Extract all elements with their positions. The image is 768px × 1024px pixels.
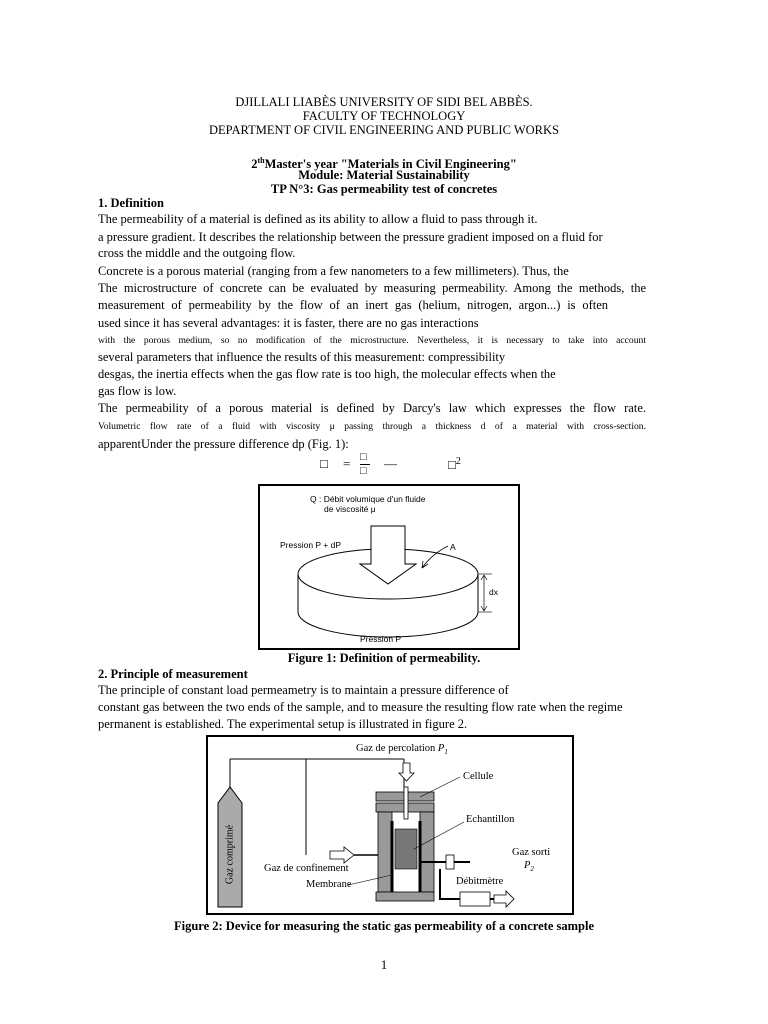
figure-2-label-membrane: Membrane: [306, 879, 352, 890]
figure-2-label-echantillon: Echantillon: [466, 814, 515, 825]
figure-2-label-confinement: Gaz de confinement: [264, 863, 349, 874]
section-2-line: permanent is established. The experimental setup is illustrated in figure 2.: [98, 717, 468, 731]
darcy-formula: [320, 451, 490, 484]
figure-1-label-q: Q : Débit volumique d'un fluide: [310, 494, 426, 504]
formula-rhs: □$^2$: [448, 456, 461, 472]
formula-dash: —: [384, 456, 397, 471]
page-number: 1: [380, 957, 388, 972]
section-1-line: measurement of permeability by the flow of an inert gas (helium, nitrogen, argon...) is often: [98, 298, 608, 312]
faculty-name: FACULTY OF TECHNOLOGY: [302, 109, 466, 123]
section-1-line: Concrete is a porous material (ranging from a few nanometers to a few millimeters). Thus, the: [98, 264, 569, 278]
figure-2-p2: $P_2$: [524, 860, 534, 874]
module-title: Module: Material Sustainability: [298, 168, 470, 182]
formula-fraction-bottom: □: [360, 465, 367, 477]
figure-2-label-percolation: Gaz de percolation $P_1$: [356, 743, 448, 757]
tp-title: TP N°3: Gas permeability test of concretes: [270, 182, 498, 196]
figure-2-diagram: [208, 737, 572, 913]
figure-2-label-gaz-sorti: Gaz sorti: [512, 847, 551, 858]
figure-1-label-a: A: [450, 542, 456, 552]
figure-2-p1: $P_1$: [437, 743, 448, 757]
figure-1-caption: Figure 1: Definition of permeability.: [287, 651, 481, 665]
course-year-sup: th: [257, 156, 265, 165]
section-1-line: apparentUnder the pressure difference dp (Fig. 1):: [98, 437, 349, 451]
formula-equals: =: [343, 456, 351, 471]
figure-2-caption: Figure 2: Device for measuring the static gas permeability of a concrete sample: [173, 919, 595, 933]
formula-fraction-top: □: [360, 451, 367, 463]
section-2-line: constant gas between the two ends of the sample, and to measure the resulting flow rate when the regime: [98, 700, 623, 714]
figure-1-diagram: [260, 486, 518, 648]
section-1-line: used since it has several advantages: it is faster, there are no gas interactions: [98, 316, 479, 330]
section-1-line: The permeability of a porous material is defined by Darcy's law which expresses the flow rate.: [98, 401, 646, 415]
formula-rhs-exponent: 2: [455, 456, 461, 467]
section-1-line: cross the middle and the outgoing flow.: [98, 246, 296, 260]
course-year-prefix: 2: [251, 157, 258, 171]
sample: [395, 829, 417, 869]
figure-1-label-p-dp: Pression P + dP: [280, 540, 342, 550]
formula-lhs: □: [320, 456, 328, 471]
figure-1-label-p: Pression P: [360, 634, 402, 644]
section-2-line: The principle of constant load permeametry is to maintain a pressure difference of: [98, 683, 509, 697]
section-1-line: gas flow is low.: [98, 384, 177, 398]
figure-1-frame: [258, 484, 520, 650]
figure-2-label-cellule: Cellule: [463, 771, 494, 782]
section-1-line: several parameters that influence the results of this measurement: compressibility: [98, 350, 506, 364]
figure-2-frame: [206, 735, 574, 915]
section-1-line: with the porous medium, so no modification of the microstructure. Nevertheless, it is necessary to take into account: [98, 335, 646, 346]
department-name: DEPARTMENT OF CIVIL ENGINEERING AND PUBLIC WORKS: [209, 123, 559, 137]
section-2-heading: 2. Principle of measurement: [98, 667, 248, 681]
university-name: DJILLALI LIABÈS UNIVERSITY OF SIDI BEL ABBÈS.: [235, 95, 533, 109]
section-1-line: a pressure gradient. It describes the relationship between the pressure gradient imposed on a fluid for: [98, 230, 603, 244]
course-year-rest: Master's year "Materials in Civil Engineering": [264, 157, 517, 171]
section-1-heading: 1. Definition: [98, 196, 164, 210]
figure-1-label-dx: dx: [489, 587, 498, 597]
section-1-line: Volumetric flow rate of a fluid with viscosity μ passing through a thickness d of a material with cross-section.: [98, 421, 646, 432]
figure-2-label-debitmetre: Débitmètre: [456, 876, 504, 887]
section-1-line: desgas, the inertia effects when the gas flow rate is too high, the molecular effects when the: [98, 367, 556, 381]
section-1-line: The permeability of a material is defined as its ability to allow a fluid to pass through it.: [98, 212, 538, 226]
figure-1-label-viscosity: de viscosité μ: [324, 504, 376, 514]
figure-2-label-gaz-comprime: Gaz comprimé: [224, 824, 236, 885]
section-1-line: The microstructure of concrete can be evaluated by measuring permeability. Among the methods, the: [98, 281, 646, 295]
